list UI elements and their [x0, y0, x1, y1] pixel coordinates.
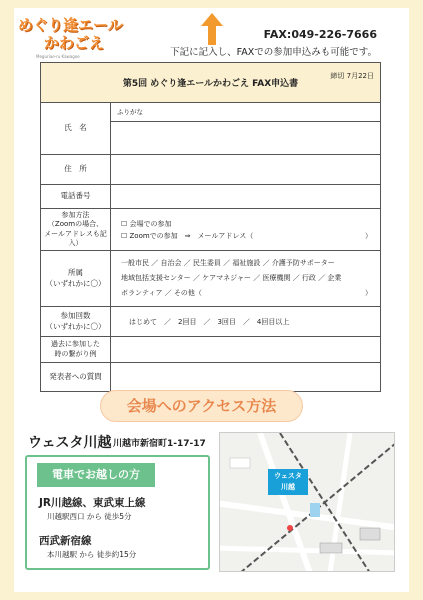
label-affiliation: 所属 （いずれかに〇） — [41, 251, 111, 306]
up-arrow-icon — [200, 12, 224, 46]
row-phone — [41, 185, 380, 209]
deadline: 締切 7月22日 — [330, 72, 374, 80]
fax-form — [40, 62, 381, 392]
affil-line2: 地域包括支援センター ／ ケアマネジャー ／ 医療機関 ／ 行政 ／ 企業 — [121, 274, 342, 282]
logo-line1: めぐり逢エール — [18, 16, 123, 34]
method-venue[interactable]: ☐ 会場での参加 — [121, 220, 172, 228]
line2-name: 西武新宿線 — [39, 535, 92, 547]
label-count: 参加回数 （いずれかに〇） — [41, 307, 111, 336]
map-callout: ウェスタ 川越 — [268, 469, 308, 495]
row-method — [41, 209, 380, 251]
affil-close: ） — [365, 289, 372, 297]
field-past[interactable] — [111, 337, 380, 362]
row-affiliation — [41, 251, 380, 307]
affil-line1: 一般市民 ／ 自治会 ／ 民生委員 ／ 福祉施設 ／ 介護予防サポーター — [121, 259, 335, 267]
line1-name: JR川越線、東武東上線 — [39, 497, 146, 509]
field-affiliation[interactable] — [111, 251, 380, 306]
furigana-label: ふりがな — [117, 108, 143, 116]
label-phone: 電話番号 — [41, 185, 111, 208]
label-address: 住 所 — [41, 155, 111, 184]
line2-detail: 本川越駅 から 徒歩約15分 — [47, 550, 137, 559]
field-question[interactable] — [111, 363, 380, 391]
field-name[interactable] — [111, 103, 380, 154]
label-question: 発表者への質問 — [41, 363, 111, 391]
field-phone[interactable] — [111, 185, 380, 208]
row-name — [41, 103, 380, 155]
row-count — [41, 307, 380, 337]
access-title: 会場へのアクセス方法 — [100, 390, 303, 422]
method-zoom[interactable]: ☐ Zoomでの参加 ⇒ メールアドレス（ — [121, 232, 254, 240]
access-map — [219, 432, 395, 572]
field-count[interactable] — [111, 307, 380, 336]
method-close: ） — [365, 232, 372, 240]
affil-line3: ボランティア ／ その他（ — [121, 289, 202, 297]
logo-line2: かわごえ — [44, 34, 105, 52]
venue-address: 川越市新宿町1-17-17 — [113, 439, 206, 449]
logo-sub: Meguriae-ru Kawagoe — [36, 54, 80, 59]
form-header — [41, 63, 380, 103]
label-name: 氏 名 — [41, 103, 111, 154]
form-title: 第5回 めぐり逢エールかわごえ FAX申込書 — [122, 79, 299, 89]
fax-note: 下記に記入し、FAXでの参加申込みも可能です。 — [170, 47, 377, 58]
count-options[interactable]: はじめて ／ 2回目 ／ 3回目 ／ 4回目以上 — [129, 318, 290, 326]
train-header: 電車でお越しの方 — [37, 463, 155, 487]
name-divider — [111, 121, 380, 122]
field-address[interactable] — [111, 155, 380, 184]
label-past: 過去に参加した 時の繋がり例 — [41, 337, 111, 362]
logo — [14, 10, 124, 58]
line1-detail: 川越駅西口 から 徒歩5分 — [47, 512, 132, 521]
label-method: 参加方法 （Zoomの場合、 メールアドレスも記入） — [41, 209, 111, 250]
row-question — [41, 363, 380, 391]
row-past — [41, 337, 380, 363]
fax-number: FAX:049-226-7666 — [263, 28, 377, 41]
venue-name: ウェスタ川越 — [28, 435, 112, 451]
map-graphic — [220, 433, 395, 572]
train-panel — [25, 455, 210, 570]
field-method[interactable] — [111, 209, 380, 250]
row-address — [41, 155, 380, 185]
